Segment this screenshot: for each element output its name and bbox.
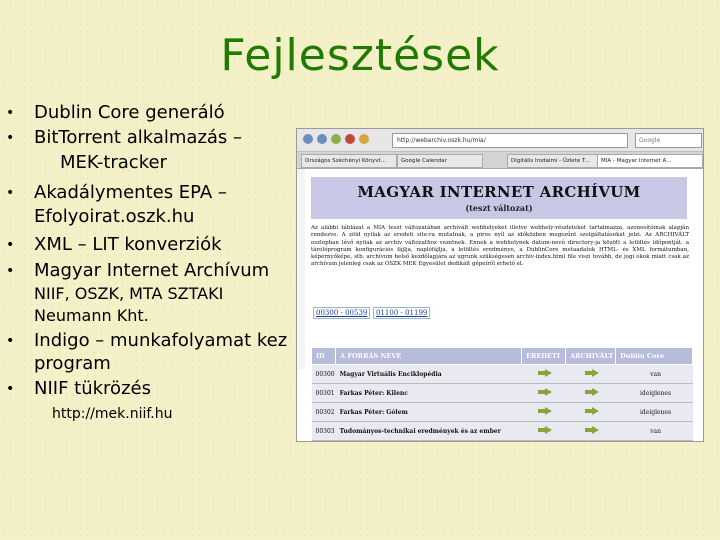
bullet-dot-icon: • (6, 381, 15, 397)
back-icon (303, 134, 313, 144)
row-name: Magyar Virtuális Enciklopédia (336, 365, 522, 384)
mirror-url[interactable]: http://mek.niif.hu (52, 406, 173, 422)
browser-tab-active: MIA - Magyar Internet A... (597, 154, 703, 168)
bullet-dot-icon: • (6, 105, 15, 121)
original-link (522, 403, 566, 422)
archived-link (566, 365, 616, 384)
bullet-dot-icon: • (6, 237, 15, 253)
browser-toolbar (297, 129, 703, 152)
row-dc: van (616, 365, 693, 384)
row-name: Farkas Péter: Kilenc (336, 384, 522, 403)
row-dc: van (616, 422, 693, 441)
col-header: ID (312, 348, 336, 365)
original-link (522, 384, 566, 403)
table-row (312, 403, 693, 422)
bullet-dot-icon: • (6, 263, 15, 279)
range-link: 00300 - 00539 (313, 307, 370, 319)
green-arrow-icon (585, 369, 599, 377)
bullet-continuation: MEK-tracker (60, 152, 167, 173)
col-header: Dublin Core (616, 348, 693, 365)
green-arrow-icon (538, 388, 552, 396)
browser-screenshot (296, 128, 704, 442)
row-id: 00300 (312, 365, 336, 384)
col-header: ARCHIVÁLT (566, 348, 616, 365)
bullet-continuation: Efolyoirat.oszk.hu (34, 206, 195, 227)
intro-paragraph: Az alábbi táblázat a MIA teszt változatában archivált webhelyeket illetve webhely-részleteket tartalmazza, azonosítóinak alapján rendezve. A zöld nyilak az eredeti site-ra mutatnak, a piros nyíl az időközben megszűnt szolgáltatásokat jelzi. Az ARCHIVÁLT oszlopban lévő nyilak az archív változathoz vezetnek. Ennek a webhelynek dátum-nevű directory-ja között a letöltés időpontját, a tárolóprogram konfigurációs fájlja, naplófájlja, a letöltés eredménye, a DublinCore metaadatok HTML- és XML formátumban, képernyőképe, stb. archívum belső kezdőlapjára az ugrunk szükségesen archiv-index.html file viszi tovább, de jogi okok miatt csak az archívum jelenleg csak az OSZK MEK Egyesület dedikált gépeiről érhető el. (311, 225, 689, 268)
archive-banner (311, 177, 687, 219)
banner-title: MAGYAR INTERNET ARCHÍVUM (357, 183, 641, 201)
bullet-continuation: NIIF, OSZK, MTA SZTAKI (34, 284, 224, 303)
bullet-text: XML – LIT konverziók (34, 234, 222, 255)
range-link: 01100 - 01199 (373, 307, 430, 319)
green-arrow-icon (585, 407, 599, 415)
table-row (312, 384, 693, 403)
bullet-text: Akadálymentes EPA – (34, 182, 227, 203)
bullet-continuation: Neumann Kht. (34, 306, 149, 325)
archive-table (311, 347, 693, 441)
table-header-row (312, 348, 693, 365)
bullet-continuation: program (34, 353, 111, 374)
green-arrow-icon (585, 426, 599, 434)
col-header: A FORRÁS NEVE (336, 348, 522, 365)
banner-subtitle: (teszt változat) (465, 203, 533, 213)
bullet-text: Magyar Internet Archívum (34, 260, 270, 281)
home-icon (359, 134, 369, 144)
row-name: Farkas Péter: Gólem (336, 403, 522, 422)
row-id: 00303 (312, 422, 336, 441)
bullet-text: NIIF tükrözés (34, 378, 151, 399)
slide-title: Fejlesztések (220, 30, 500, 81)
green-arrow-icon (585, 388, 599, 396)
bullet-text: Indigo – munkafolyamat kez (34, 330, 288, 351)
table-row (312, 422, 693, 441)
archived-link (566, 403, 616, 422)
bullet-dot-icon: • (6, 130, 15, 146)
archived-link (566, 384, 616, 403)
tab-bar (297, 152, 703, 169)
green-arrow-icon (538, 369, 552, 377)
archived-link (566, 422, 616, 441)
reload-icon (331, 134, 341, 144)
table-row (312, 365, 693, 384)
bullet-text: Dublin Core generáló (34, 102, 225, 123)
col-header: EREDETI (522, 348, 566, 365)
row-dc: ideiglenes (616, 403, 693, 422)
page-margin (297, 169, 305, 369)
browser-tab: Országos Széchényi Könyvt... (301, 154, 397, 168)
bullet-dot-icon: • (6, 333, 15, 349)
bullet-text: BitTorrent alkalmazás – (34, 127, 243, 148)
row-dc: ideiglenes (616, 384, 693, 403)
forward-icon (317, 134, 327, 144)
address-bar: http://webarchiv.oszk.hu/mia/ (392, 133, 628, 148)
row-id: 00301 (312, 384, 336, 403)
row-name: Tudományos-technikai eredmények és az ember (336, 422, 522, 441)
original-link (522, 365, 566, 384)
row-id: 00302 (312, 403, 336, 422)
stop-icon (345, 134, 355, 144)
green-arrow-icon (538, 407, 552, 415)
browser-tab: Digitális Irodalmi - Üzlete T... (507, 154, 599, 168)
browser-tab: Google Calendar (397, 154, 483, 168)
bullet-dot-icon: • (6, 185, 15, 201)
original-link (522, 422, 566, 441)
search-box: Google (635, 133, 702, 148)
green-arrow-icon (538, 426, 552, 434)
